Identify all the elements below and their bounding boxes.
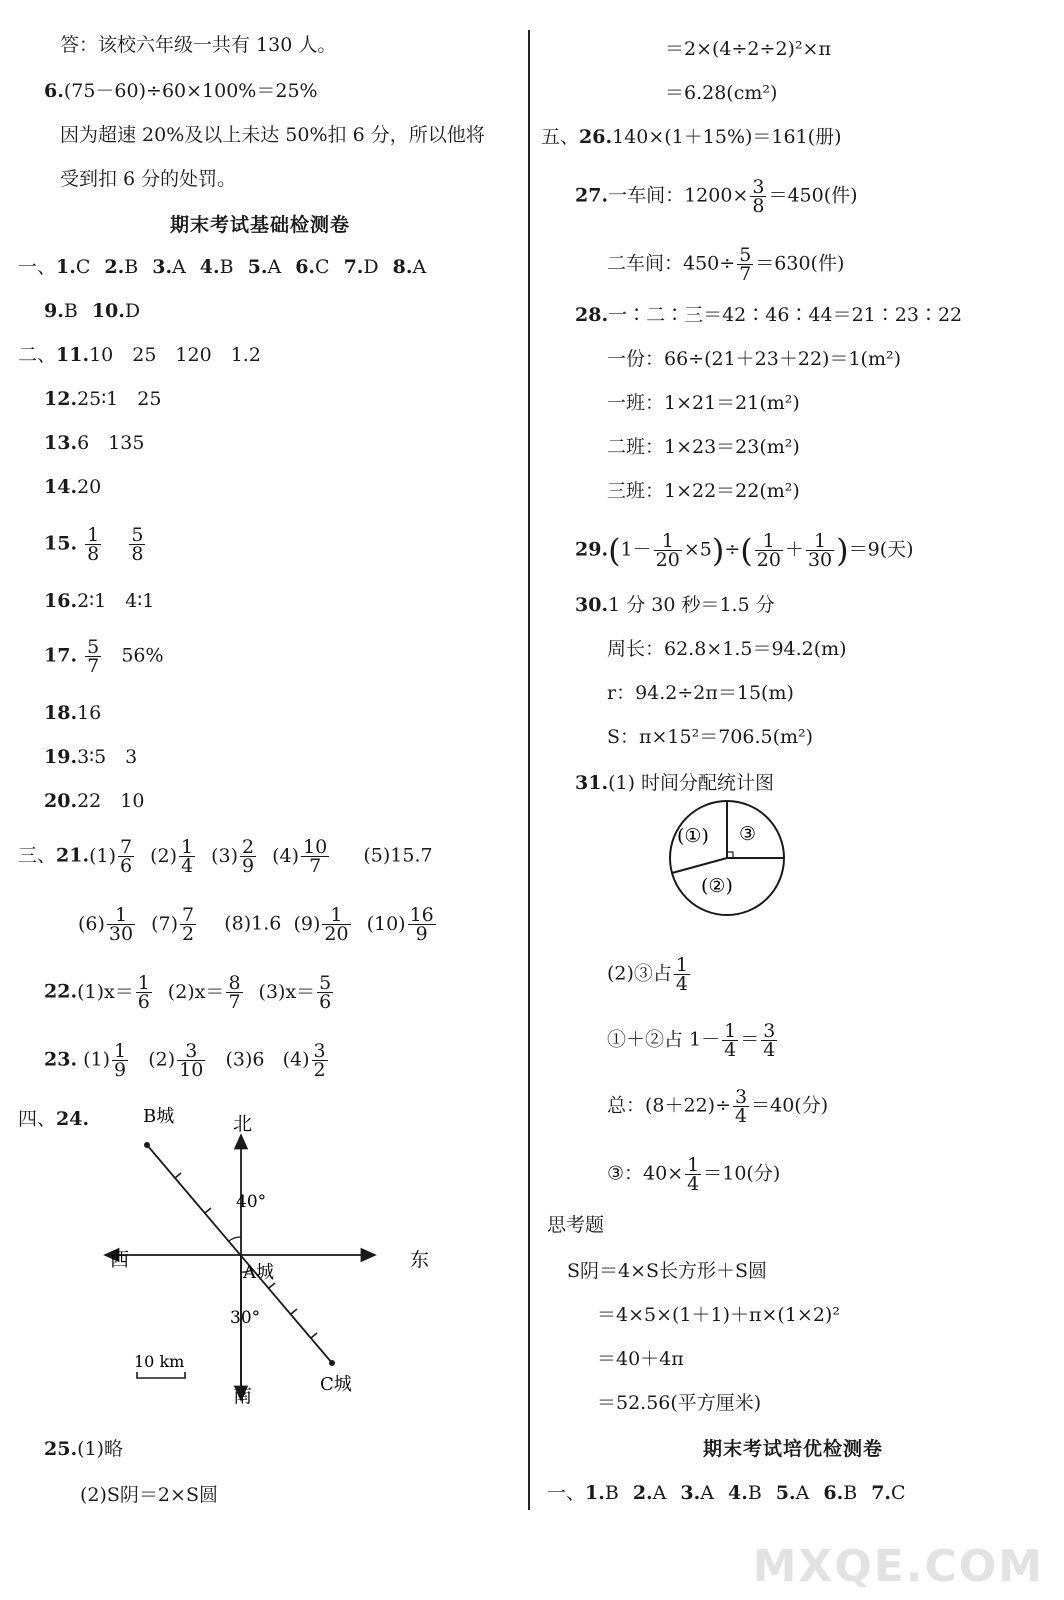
angle-arc-north — [229, 1237, 241, 1241]
q15: 15. $\frac{1}{8}$ $\frac{5}{8}$ — [44, 524, 144, 565]
scale-label: 10 km — [134, 1352, 185, 1371]
answer-item: 6.B — [823, 1482, 858, 1504]
fraction-answer: (3)x＝ $\frac{5}{6}$ — [258, 972, 332, 1013]
q22: 22.(1)x＝ $\frac{1}{6}$ (2)x＝ $\frac{8}{7}$ (3)x＝ $\frac{5}{6}$ — [44, 974, 349, 1011]
answer-item: 4.B — [199, 256, 234, 278]
q27-line1: 27.一车间：1200× $\frac{3}{8}$ ＝450(件) — [575, 176, 858, 217]
fraction-answer: (9) $\frac{1}{20}$ — [293, 904, 349, 945]
think-line2: ＝4×5×(1＋1)＋π×(1×2)² — [597, 1304, 840, 1326]
fraction-answer: (4) $\frac{10}{7}$ — [272, 836, 328, 877]
q11: 二、11.10 25 120 1.2 — [18, 344, 261, 366]
city-c-label: C城 — [320, 1374, 352, 1395]
section-title-2: 期末考试培优检测卷 — [703, 1438, 884, 1460]
q31-line5: ③：40× $\frac{1}{4}$ ＝10(分) — [607, 1154, 781, 1195]
q19: 19.3∶5 3 — [44, 746, 138, 768]
r-line2: ＝6.28(cm²) — [665, 82, 778, 104]
answer-item: 9.B — [44, 300, 78, 322]
pie-slice-1-label: (①) — [677, 825, 709, 847]
think-title: 思考题 — [547, 1214, 605, 1236]
q13: 13.6 135 — [44, 432, 145, 454]
direction-map — [70, 1100, 450, 1420]
q31-line1: 31.(1) 时间分配统计图 — [575, 772, 775, 794]
q18: 18.16 — [44, 702, 102, 724]
pie-chart — [663, 800, 793, 920]
city-c-point — [329, 1360, 335, 1366]
answer-item: 3.A — [152, 256, 186, 278]
south-label: 南 — [233, 1385, 253, 1407]
city-b-point — [144, 1142, 150, 1148]
answer-item: 5.A — [247, 256, 282, 278]
q27-line2: 二车间：450÷ $\frac{5}{7}$ ＝630(件) — [607, 244, 845, 285]
q20: 20.22 10 — [44, 790, 145, 812]
answer-item: 5.A — [775, 1482, 810, 1504]
fraction-answer: (10) $\frac{16}{9}$ — [366, 904, 434, 945]
q31-line2: (2)③占 $\frac{1}{4}$ — [607, 954, 689, 995]
q23: 23. (1) $\frac{1}{9}$ (2) $\frac{3}{10}$ (3)6 (4) $\frac{3}{2}$ — [44, 1040, 326, 1081]
column-divider — [528, 30, 530, 1510]
answer-item: 2.B — [104, 256, 139, 278]
q30-line4: S：π×15²＝706.5(m²) — [607, 726, 814, 748]
answer-item: 10.D — [91, 300, 141, 322]
q16: 16.2∶1 4∶1 — [44, 590, 155, 612]
fraction-answer: (7) $\frac{7}{2}$ — [151, 904, 195, 945]
angle-30-label: 30° — [230, 1308, 261, 1328]
answer-item: 6.C — [295, 256, 330, 278]
pie-slice-2-label: (②) — [701, 875, 733, 897]
r-line1: ＝2×(4÷2÷2)²×π — [665, 38, 831, 60]
q14: 14.20 — [44, 476, 102, 498]
section1-row2 — [44, 298, 154, 324]
answer-line: 答：该校六年级一共有 130 人。 — [60, 34, 337, 56]
think-line3: ＝40＋4π — [597, 1348, 684, 1370]
west-label: 西 — [110, 1249, 130, 1271]
city-a-label: A城 — [243, 1262, 274, 1283]
q6: 6.(75－60)÷60×100%＝25% — [44, 80, 318, 102]
answer-item: 2.A — [632, 1482, 667, 1504]
q25-line2: (2)S阴＝2×S圆 — [80, 1484, 218, 1506]
fraction-answer: (1) $\frac{7}{6}$ — [89, 836, 133, 877]
q12: 12.25∶1 25 — [44, 388, 162, 410]
q29: 29.(1－ $\frac{1}{20}$ ×5)÷( $\frac{1}{20}$ ＋ $\frac{1}{30}$ )＝9(天) — [575, 530, 914, 571]
q28-line3: 一班：1×21＝21(m²) — [607, 392, 800, 414]
think-line1: S阴＝4×S长方形＋S圆 — [567, 1260, 768, 1282]
think-line4: ＝52.56(平方厘米) — [597, 1392, 762, 1414]
q21-row1: 三、21.(1) $\frac{7}{6}$ (2) $\frac{1}{4}$ (3) $\frac{2}{9}$ (4) $\frac{10}{7}$ (5)15.7 — [18, 836, 433, 877]
q28-line4: 二班：1×23＝23(m²) — [607, 436, 800, 458]
answer-item: 8.A — [392, 256, 427, 278]
city-b-label: B城 — [143, 1106, 175, 1127]
pie-divider-left — [672, 858, 727, 873]
q24-label: 四、24. — [18, 1108, 90, 1130]
q28-line1: 28.一∶二∶三＝42∶46∶44＝21∶23∶22 — [575, 304, 963, 326]
q28-line2: 一份：66÷(21＋23＋22)＝1(m²) — [607, 348, 901, 370]
answer-item: 3.A — [680, 1482, 714, 1504]
q30-line2: 周长：62.8×1.5＝94.2(m) — [607, 638, 847, 660]
q6-line2: 因为超速 20%及以上未达 50%扣 6 分，所以他将 — [60, 124, 485, 146]
section1b-row: 一、1.B 2.A 3.A 4.B 5.A 6.B 7.C — [547, 1482, 906, 1504]
answer-item: 1.B — [585, 1482, 619, 1504]
q26: 五、26.140×(1＋15%)＝161(册) — [541, 126, 842, 148]
section-title: 期末考试基础检测卷 — [170, 214, 351, 236]
section1-row1: 一、1.C 2.B 3.A 4.B 5.A 6.C 7.D 8.A — [18, 256, 427, 278]
fraction-answer: (2)x＝ $\frac{8}{7}$ — [167, 972, 241, 1013]
angle-40-label: 40° — [236, 1192, 267, 1212]
pie-slice-3-label: ③ — [739, 823, 757, 845]
north-label: 北 — [233, 1113, 253, 1135]
watermark: MXQE.COM — [752, 1541, 1044, 1592]
q31-line4: 总：(8＋22)÷ $\frac{3}{4}$ ＝40(分) — [607, 1086, 829, 1127]
scale-bar — [137, 1372, 185, 1378]
answer-item: 1.C — [56, 256, 91, 278]
q30-line1: 30.1 分 30 秒＝1.5 分 — [575, 594, 775, 616]
q17: 17. $\frac{5}{7}$ 56% — [44, 636, 164, 677]
fraction-answer: (2) $\frac{1}{4}$ — [150, 836, 194, 877]
q25-line1: 25.(1)略 — [44, 1438, 123, 1460]
q30-line3: r：94.2÷2π＝15(m) — [607, 682, 794, 704]
answer-item: 7.D — [343, 256, 379, 278]
answer-item: 4.B — [727, 1482, 762, 1504]
q31-line3: ①＋②占 1－ $\frac{1}{4}$ ＝ $\frac{3}{4}$ — [607, 1020, 776, 1061]
fraction-answer: (6) $\frac{1}{30}$ — [78, 904, 134, 945]
answer-item: 7.C — [871, 1482, 906, 1504]
q28-line5: 三班：1×22＝22(m²) — [607, 480, 800, 502]
fraction-answer: (3) $\frac{2}{9}$ — [211, 836, 255, 877]
q21-row2: (6) $\frac{1}{30}$ (7) $\frac{7}{2}$ (8)1.6 (9) $\frac{1}{20}$ (10) $\frac{16}{9}$ — [78, 906, 452, 943]
east-label: 东 — [410, 1249, 430, 1271]
q6-line3: 受到扣 6 分的处罚。 — [60, 168, 237, 190]
fraction-answer: (1)x＝ $\frac{1}{6}$ — [77, 972, 150, 1013]
